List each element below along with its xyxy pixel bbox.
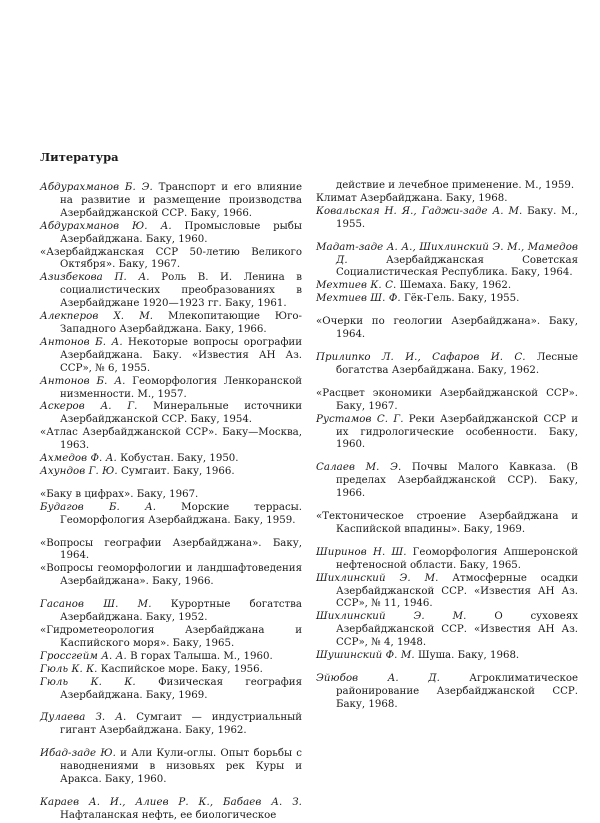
bibliography-right-column <box>316 180 578 712</box>
entry-author: Ахмедов Ф. А. <box>40 453 117 465</box>
bibliography-left-column <box>40 182 302 823</box>
entry-text: Атмосферные осадки Азербайджанской ССР. «Известия АН Аз. ССР», № 11, 1946. <box>336 572 578 610</box>
entry-author: Абдурахманов Ю. А. <box>40 220 172 232</box>
bibliography-entry <box>316 193 578 206</box>
entry-author: Прилипко Л. И., Сафаров И. С. <box>316 351 526 363</box>
entry-text: «Азербайджанская ССР 50-летию Великого Октября». Баку, 1967. <box>40 246 302 271</box>
entry-author: Гасанов Ш. М. <box>40 599 152 611</box>
entry-text: В горах Талыша. М., 1960. <box>126 650 273 662</box>
entry-author: Эйюбов А. Д. <box>316 673 440 684</box>
entry-author: Мехтиев Ш. Ф. <box>316 293 401 305</box>
bibliography-entry <box>316 462 578 501</box>
bibliography-entry <box>316 180 578 193</box>
bibliography-entry <box>40 677 302 703</box>
entry-text: Сумгаит. Баку, 1966. <box>117 465 235 477</box>
entry-author: Алекперов Х. М. <box>40 311 154 323</box>
entry-text: «Атлас Азербайджанской ССР». Баку—Москва, 1963. <box>40 427 302 452</box>
entry-author: Будагов Б. А. <box>40 501 157 513</box>
entry-text: Физическая география Азербайджана. Баку, 1969. <box>60 676 302 701</box>
entry-text: «Очерки по геологии Азербайджана». Баку, 1964. <box>316 316 578 341</box>
entry-author: Караев А. И., Алиев Р. К., Бабаев А. З. <box>40 796 302 808</box>
entry-text: действие и лечебное применение. М., 1959. <box>336 180 575 191</box>
entry-author: Аскеров А. Г. <box>40 401 138 413</box>
entry-text: Реки Азербайджанской ССР и их гидрологические особенности. Баку, 1960. <box>336 413 578 451</box>
bibliography-entry <box>316 650 578 663</box>
bibliography-entry <box>40 625 302 651</box>
bibliography-entry <box>40 664 302 677</box>
bibliography-entry <box>40 599 302 625</box>
entry-text: «Тектоническое строение Азербайджана и Каспийской впадины». Баку, 1969. <box>316 511 578 535</box>
entry-text: «Гидрометеорология Азербайджана и Каспийского моря». Баку, 1965. <box>40 625 302 649</box>
entry-author: Гюль К. К. <box>40 676 136 688</box>
bibliography-entry <box>40 376 302 402</box>
entry-text: Каспийское море. Баку, 1956. <box>97 663 263 675</box>
entry-text: Морские террасы. Геоморфология Азербайджана. Баку, 1959. <box>60 501 302 526</box>
bibliography-entry <box>316 206 578 232</box>
bibliography-entry <box>40 401 302 427</box>
entry-text: Азербайджанская Советская Социалистическая Республика. Баку, 1964. <box>336 254 578 279</box>
entry-author: Ахундов Г. Ю. <box>40 465 118 477</box>
entry-author: Шушинский Ф. М. <box>316 650 415 662</box>
entry-author: Шихлинский Э. М. <box>316 572 439 584</box>
entry-text: Шемаха. Баку, 1962. <box>396 280 512 292</box>
bibliography-entry <box>316 280 578 293</box>
bibliography-entry <box>40 427 302 453</box>
entry-text: Почвы Малого Кавказа. (В пределах Азербайджанской ССР). Баку, 1966. <box>336 462 578 500</box>
entry-text: Климат Азербайджана. Баку, 1968. <box>316 192 508 204</box>
bibliography-entry <box>40 712 302 738</box>
entry-author: Ибад-заде Ю. <box>40 748 116 760</box>
bibliography-entry <box>40 538 302 564</box>
entry-text: Геоморфология Ленкоранской низменности. М., 1957. <box>60 375 303 400</box>
entry-author: Мехтиев К. С. <box>316 280 397 292</box>
entry-author: Мадат-заде А. А., Шихлинский Э. М., Мамедов Д. <box>316 241 578 266</box>
entry-text: Промысловые рыбы Азербайджана. Баку, 1960. <box>60 220 303 245</box>
bibliography-entry <box>40 453 302 466</box>
entry-author: Дулаева З. А. <box>40 712 127 724</box>
bibliography-entry <box>316 414 578 453</box>
entry-text: «Баку в цифрах». Баку, 1967. <box>40 488 199 500</box>
bibliography-entry <box>40 182 302 221</box>
entry-text: Минеральные источники Азербайджанской ССР. Баку, 1954. <box>60 401 302 426</box>
bibliography-entry <box>40 337 302 376</box>
entry-author: Антонов Б. А. <box>40 336 123 348</box>
entry-text: Транспорт и его влияние на развитие и размещение производства Азербайджанской ССР. Баку, 1966. <box>60 182 303 219</box>
bibliography-entry <box>316 573 578 612</box>
bibliography-entry <box>316 673 578 712</box>
bibliography-entry <box>40 221 302 247</box>
entry-text: Геоморфология Апшеронской нефтеносной области. Баку, 1965. <box>336 546 578 571</box>
entry-text: Гёк-Гель. Баку, 1955. <box>400 293 520 305</box>
entry-text: Млекопитающие Юго-Западного Азербайджана. Баку, 1966. <box>60 311 302 335</box>
bibliography-entry <box>316 547 578 573</box>
entry-text: Баку. М., 1955. <box>336 205 578 230</box>
entry-text: Некоторые вопросы орографии Азербайджана. Баку. «Известия АН Аз. ССР», № 6, 1955. <box>60 336 302 374</box>
entry-author: Азизбекова П. А. <box>40 272 150 284</box>
bibliography-entry <box>316 511 578 537</box>
entry-author: Ширинов Н. Ш. <box>316 546 407 558</box>
entry-author: Антонов Б. А. <box>40 375 126 387</box>
bibliography-entry <box>40 651 302 664</box>
entry-text: Лесные богатства Азербайджана. Баку, 1962. <box>336 351 579 376</box>
bibliography-entry <box>316 293 578 306</box>
entry-text: Роль В. И. Ленина в социалистических преобразованиях в Азербайджане 1920—1923 гг. Баку, 1961. <box>60 272 302 310</box>
page-title: Литература <box>40 150 119 164</box>
bibliography-entry <box>40 466 302 479</box>
entry-text: О суховеях Азербайджанской ССР. «Известия АН Аз. ССР», № 4, 1948. <box>336 611 578 649</box>
bibliography-entry <box>316 242 578 281</box>
bibliography-entry <box>40 489 302 502</box>
entry-text: Нафталанская нефть, ее биологическое <box>60 809 277 821</box>
bibliography-entry <box>40 748 302 787</box>
bibliography-entry <box>316 611 578 650</box>
entry-author: Абдурахманов Б. Э. <box>40 182 153 193</box>
bibliography-entry <box>40 272 302 311</box>
entry-text: и Али Кули-оглы. Опыт борьбы с наводнениями в низовьях рек Куры и Аракса. Баку, 1960. <box>60 748 302 786</box>
bibliography-entry <box>40 311 302 337</box>
entry-text: «Расцвет экономики Азербайджанской ССР». Баку, 1967. <box>316 387 578 412</box>
entry-author: Гроссгейм А. А. <box>40 650 127 662</box>
entry-text: Агроклиматическое районирование Азербайджанской ССР. Баку, 1968. <box>336 673 578 710</box>
entry-author: Салаев М. Э. <box>316 462 402 474</box>
entry-text: Сумгаит — индустриальный гигант Азербайджана. Баку, 1962. <box>60 712 303 737</box>
entry-author: Шихлинский Э. М. <box>316 611 467 623</box>
bibliography-entry <box>40 563 302 589</box>
entry-author: Рустамов С. Г. <box>316 413 404 425</box>
entry-text: «Вопросы географии Азербайджана». Баку, 1964. <box>40 537 302 562</box>
entry-author: Ковальская Н. Я., Гаджи-заде А. М. <box>316 205 523 217</box>
bibliography-entry <box>316 316 578 342</box>
entry-text: Кобустан. Баку, 1950. <box>116 453 239 465</box>
entry-text: Шуша. Баку, 1968. <box>414 650 520 662</box>
entry-text: Курортные богатства Азербайджана. Баку, 1952. <box>60 599 302 624</box>
bibliography-entry <box>316 352 578 378</box>
entry-text: «Вопросы геоморфологии и ландшафтоведения Азербайджана». Баку, 1966. <box>40 563 302 588</box>
bibliography-entry <box>40 502 302 528</box>
bibliography-entry <box>40 247 302 273</box>
entry-author: Гюль К. К. <box>40 663 98 675</box>
bibliography-entry <box>316 388 578 414</box>
